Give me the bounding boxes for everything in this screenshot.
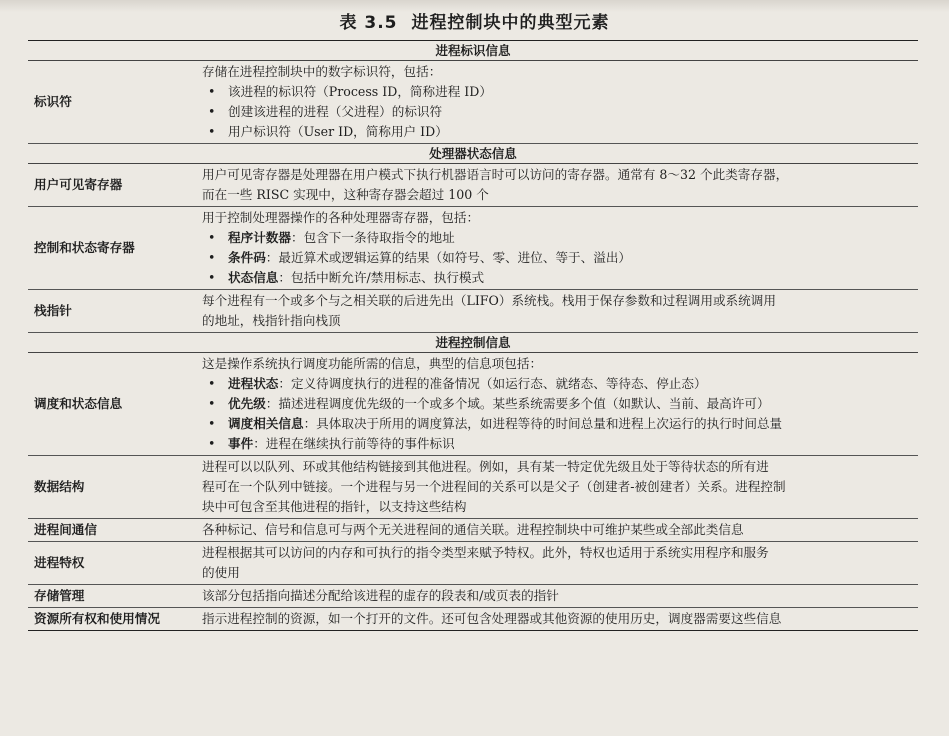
section-header: 进程标识信息	[28, 41, 918, 61]
row-label: 用户可见寄存器	[28, 164, 202, 207]
table-row	[28, 353, 918, 456]
row-description: 该部分包括指向描述分配给该进程的虚存的段表和/或页表的指针	[202, 585, 918, 608]
row-label: 控制和状态寄存器	[28, 207, 202, 290]
row-description: 进程可以以队列、环或其他结构链接到其他进程。例如，具有某一特定优先级且处于等待状态的所有进 程可在一个队列中链接。一个进程与另一个进程间的关系可以是父子（创建者-被创建者）关系。进程控制 块中可包含至其他进程的指针，以支持这些结构	[202, 456, 918, 519]
bullet-item: • 调度相关信息：具体取决于所用的调度算法，如进程等待的时间总量和进程上次运行的执行时间总量	[208, 416, 783, 431]
section-header: 处理器状态信息	[28, 144, 918, 164]
row-description: 用户可见寄存器是处理器在用户模式下执行机器语言时可以访问的寄存器。通常有 8～32 个此类寄存器， 而在一些 RISC 实现中，这种寄存器会超过 100 个	[202, 164, 918, 207]
table-row	[28, 456, 918, 519]
bullet-item: • 条件码：最近算术或逻辑运算的结果（如符号、零、进位、等于、溢出）	[208, 250, 631, 265]
table-row	[28, 290, 918, 333]
bullet-item: • 优先级：描述进程调度优先级的一个或多个域。某些系统需要多个值（如默认、当前、最高许可）	[208, 396, 770, 411]
table-row	[28, 585, 918, 608]
bullet-item: • 创建该进程的进程（父进程）的标识符	[208, 104, 443, 119]
bullet-item: • 事件：进程在继续执行前等待的事件标识	[208, 436, 455, 451]
row-label: 数据结构	[28, 456, 202, 519]
bullet-item: • 进程状态：定义待调度执行的进程的准备情况（如运行态、就绪态、等待态、停止态）	[208, 376, 707, 391]
table-row	[28, 61, 918, 144]
row-label: 存储管理	[28, 585, 202, 608]
row-label: 进程特权	[28, 542, 202, 585]
table-row	[28, 207, 918, 290]
row-description: 这是操作系统执行调度功能所需的信息，典型的信息项包括： • 进程状态：定义待调度执行的进程的准备情况（如运行态、就绪态、等待态、停止态） • 优先级：描述进程调度优先级的一个或多个域。某些系统需要多个值（如默认、当前、最高许可） • 调度相关信息：具体取决于所用的调度算法，如进程等待的时间总量和进程上次运行的执行时间总量 • 事件：进程在继续执行前等待的事件标识	[202, 353, 918, 456]
table-row	[28, 519, 918, 542]
row-description: 各种标记、信号和信息可与两个无关进程间的通信关联。进程控制块中可维护某些或全部此类信息	[202, 519, 918, 542]
table-row	[28, 164, 918, 207]
row-label: 栈指针	[28, 290, 202, 333]
table-title: 进程控制块中的典型元素	[411, 13, 610, 33]
row-label: 调度和状态信息	[28, 353, 202, 456]
table-caption	[0, 8, 949, 34]
row-label: 资源所有权和使用情况	[28, 608, 202, 631]
bullet-item: • 用户标识符（User ID，简称用户 ID）	[208, 124, 448, 139]
row-label: 标识符	[28, 61, 202, 144]
row-description: 指示进程控制的资源，如一个打开的文件。还可包含处理器或其他资源的使用历史，调度器需要这些信息	[202, 608, 918, 631]
table-row	[28, 608, 918, 631]
bullet-item: • 该进程的标识符（Process ID，简称进程 ID）	[208, 84, 492, 99]
bullet-item: • 状态信息：包括中断允许/禁用标志、执行模式	[208, 270, 485, 285]
table-number: 表 3.5	[339, 13, 398, 33]
section-header: 进程控制信息	[28, 333, 918, 353]
bullet-item: • 程序计数器：包含下一条待取指令的地址	[208, 230, 455, 245]
row-label: 进程间通信	[28, 519, 202, 542]
row-description: 进程根据其可以访问的内存和可执行的指令类型来赋予特权。此外，特权也适用于系统实用程序和服务 的使用	[202, 542, 918, 585]
row-description: 每个进程有一个或多个与之相关联的后进先出（LIFO）系统栈。栈用于保存参数和过程调用或系统调用 的地址，栈指针指向栈顶	[202, 290, 918, 333]
table-row	[28, 542, 918, 585]
pcb-elements-table	[28, 40, 918, 631]
row-description: 用于控制处理器操作的各种处理器寄存器，包括： • 程序计数器：包含下一条待取指令的地址 • 条件码：最近算术或逻辑运算的结果（如符号、零、进位、等于、溢出） • 状态信息：包括中断允许/禁用标志、执行模式	[202, 207, 918, 290]
row-description: 存储在进程控制块中的数字标识符，包括： • 该进程的标识符（Process ID，简称进程 ID） • 创建该进程的进程（父进程）的标识符 • 用户标识符（User ID，简称用户 ID）	[202, 61, 918, 144]
